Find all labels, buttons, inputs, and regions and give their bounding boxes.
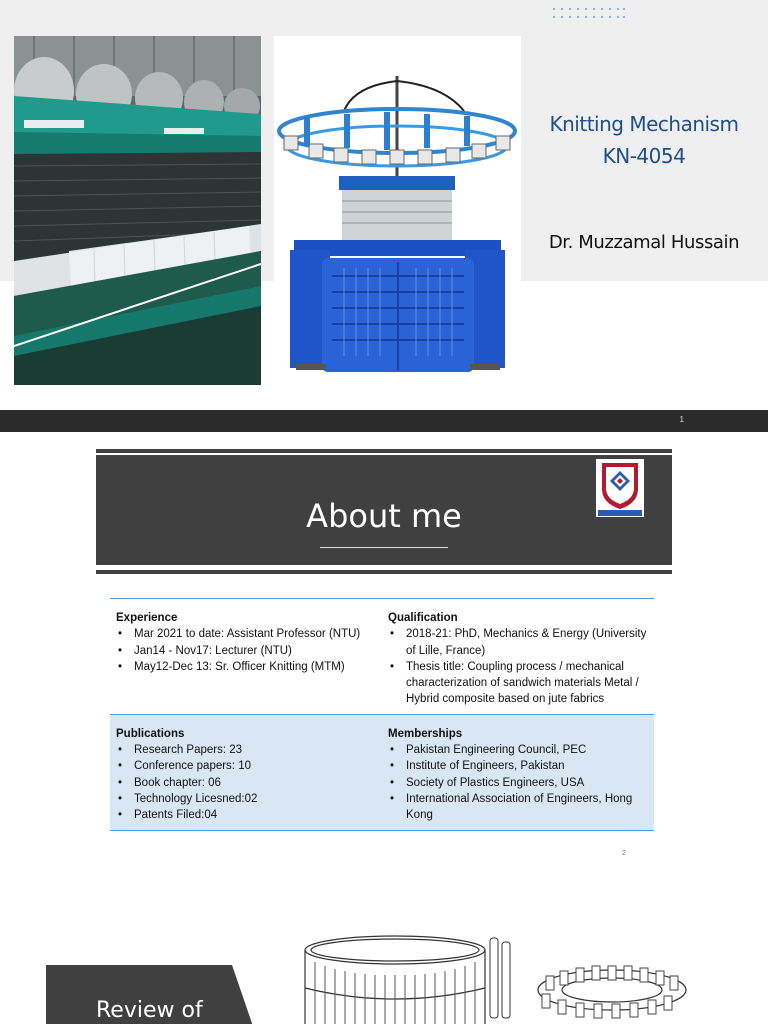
experience-list [116,626,376,675]
section-title: Review of [96,998,203,1023]
university-logo-icon [596,459,644,517]
list-item: • Mar 2021 to date: Assistant Professor (NTU) [116,626,376,642]
slide-3 [0,880,768,1024]
list-item: • May12-Dec 13: Sr. Officer Knitting (MTM) [116,659,376,675]
memberships-cell [382,715,654,830]
list-item: • 2018-21: PhD, Mechanics & Energy (University of Lille, France) [388,626,648,659]
slide-title: About me [306,497,462,535]
author-name: Dr. Muzzamal Hussain [548,232,740,253]
circular-knitting-machine-photo [274,36,521,385]
memberships-heading: Memberships [388,727,463,740]
slide-header [96,455,672,565]
list-item: • Book chapter: 06 [116,775,376,791]
list-item: • Institute of Engineers, Pakistan [388,758,648,774]
qualification-heading: Qualification [388,612,458,624]
header-top-rule [96,449,672,453]
needle-cylinder-drawing [300,928,518,1024]
sinker-ring-drawing [532,960,692,1020]
memberships-list [388,742,648,823]
experience-cell [110,599,382,714]
list-item: • Jan14 - Nov17: Lecturer (NTU) [116,643,376,659]
title-underline [320,547,448,548]
list-item: • International Association of Engineers, Hong Kong [388,791,648,824]
list-item: • Technology Licesned:02 [116,791,376,807]
list-item: • Research Papers: 23 [116,742,376,758]
course-code: KN-4054 [602,144,686,168]
factory-machine-photo [14,36,261,385]
list-item: • Thesis title: Coupling process / mechanical characterization of sandwich materials Metal / Hybrid composite based on jute fabrics [388,659,648,708]
slide-separator-bar [0,410,768,432]
qualification-cell [382,599,654,714]
publications-heading: Publications [116,727,185,740]
course-title [530,108,758,172]
list-item: • Conference papers: 10 [116,758,376,774]
page-number-2: 2 [622,850,626,857]
slide-1 [0,0,768,410]
slide-2 [0,432,768,880]
list-item: • Society of Plastics Engineers, USA [388,775,648,791]
list-item: • Patents Filed:04 [116,807,376,823]
course-title-line-1: Knitting Mechanism [549,112,739,136]
list-item: • Pakistan Engineering Council, PEC [388,742,648,758]
about-me-table [110,598,654,831]
qualification-list [388,626,648,707]
publications-cell [110,715,382,830]
header-bottom-rule [96,570,672,574]
table-row [110,714,654,831]
table-row [110,598,654,714]
publications-list [116,742,376,823]
page-number-1: 1 [679,415,684,424]
decorative-dot-grid [552,6,626,20]
experience-heading: Experience [116,612,178,624]
